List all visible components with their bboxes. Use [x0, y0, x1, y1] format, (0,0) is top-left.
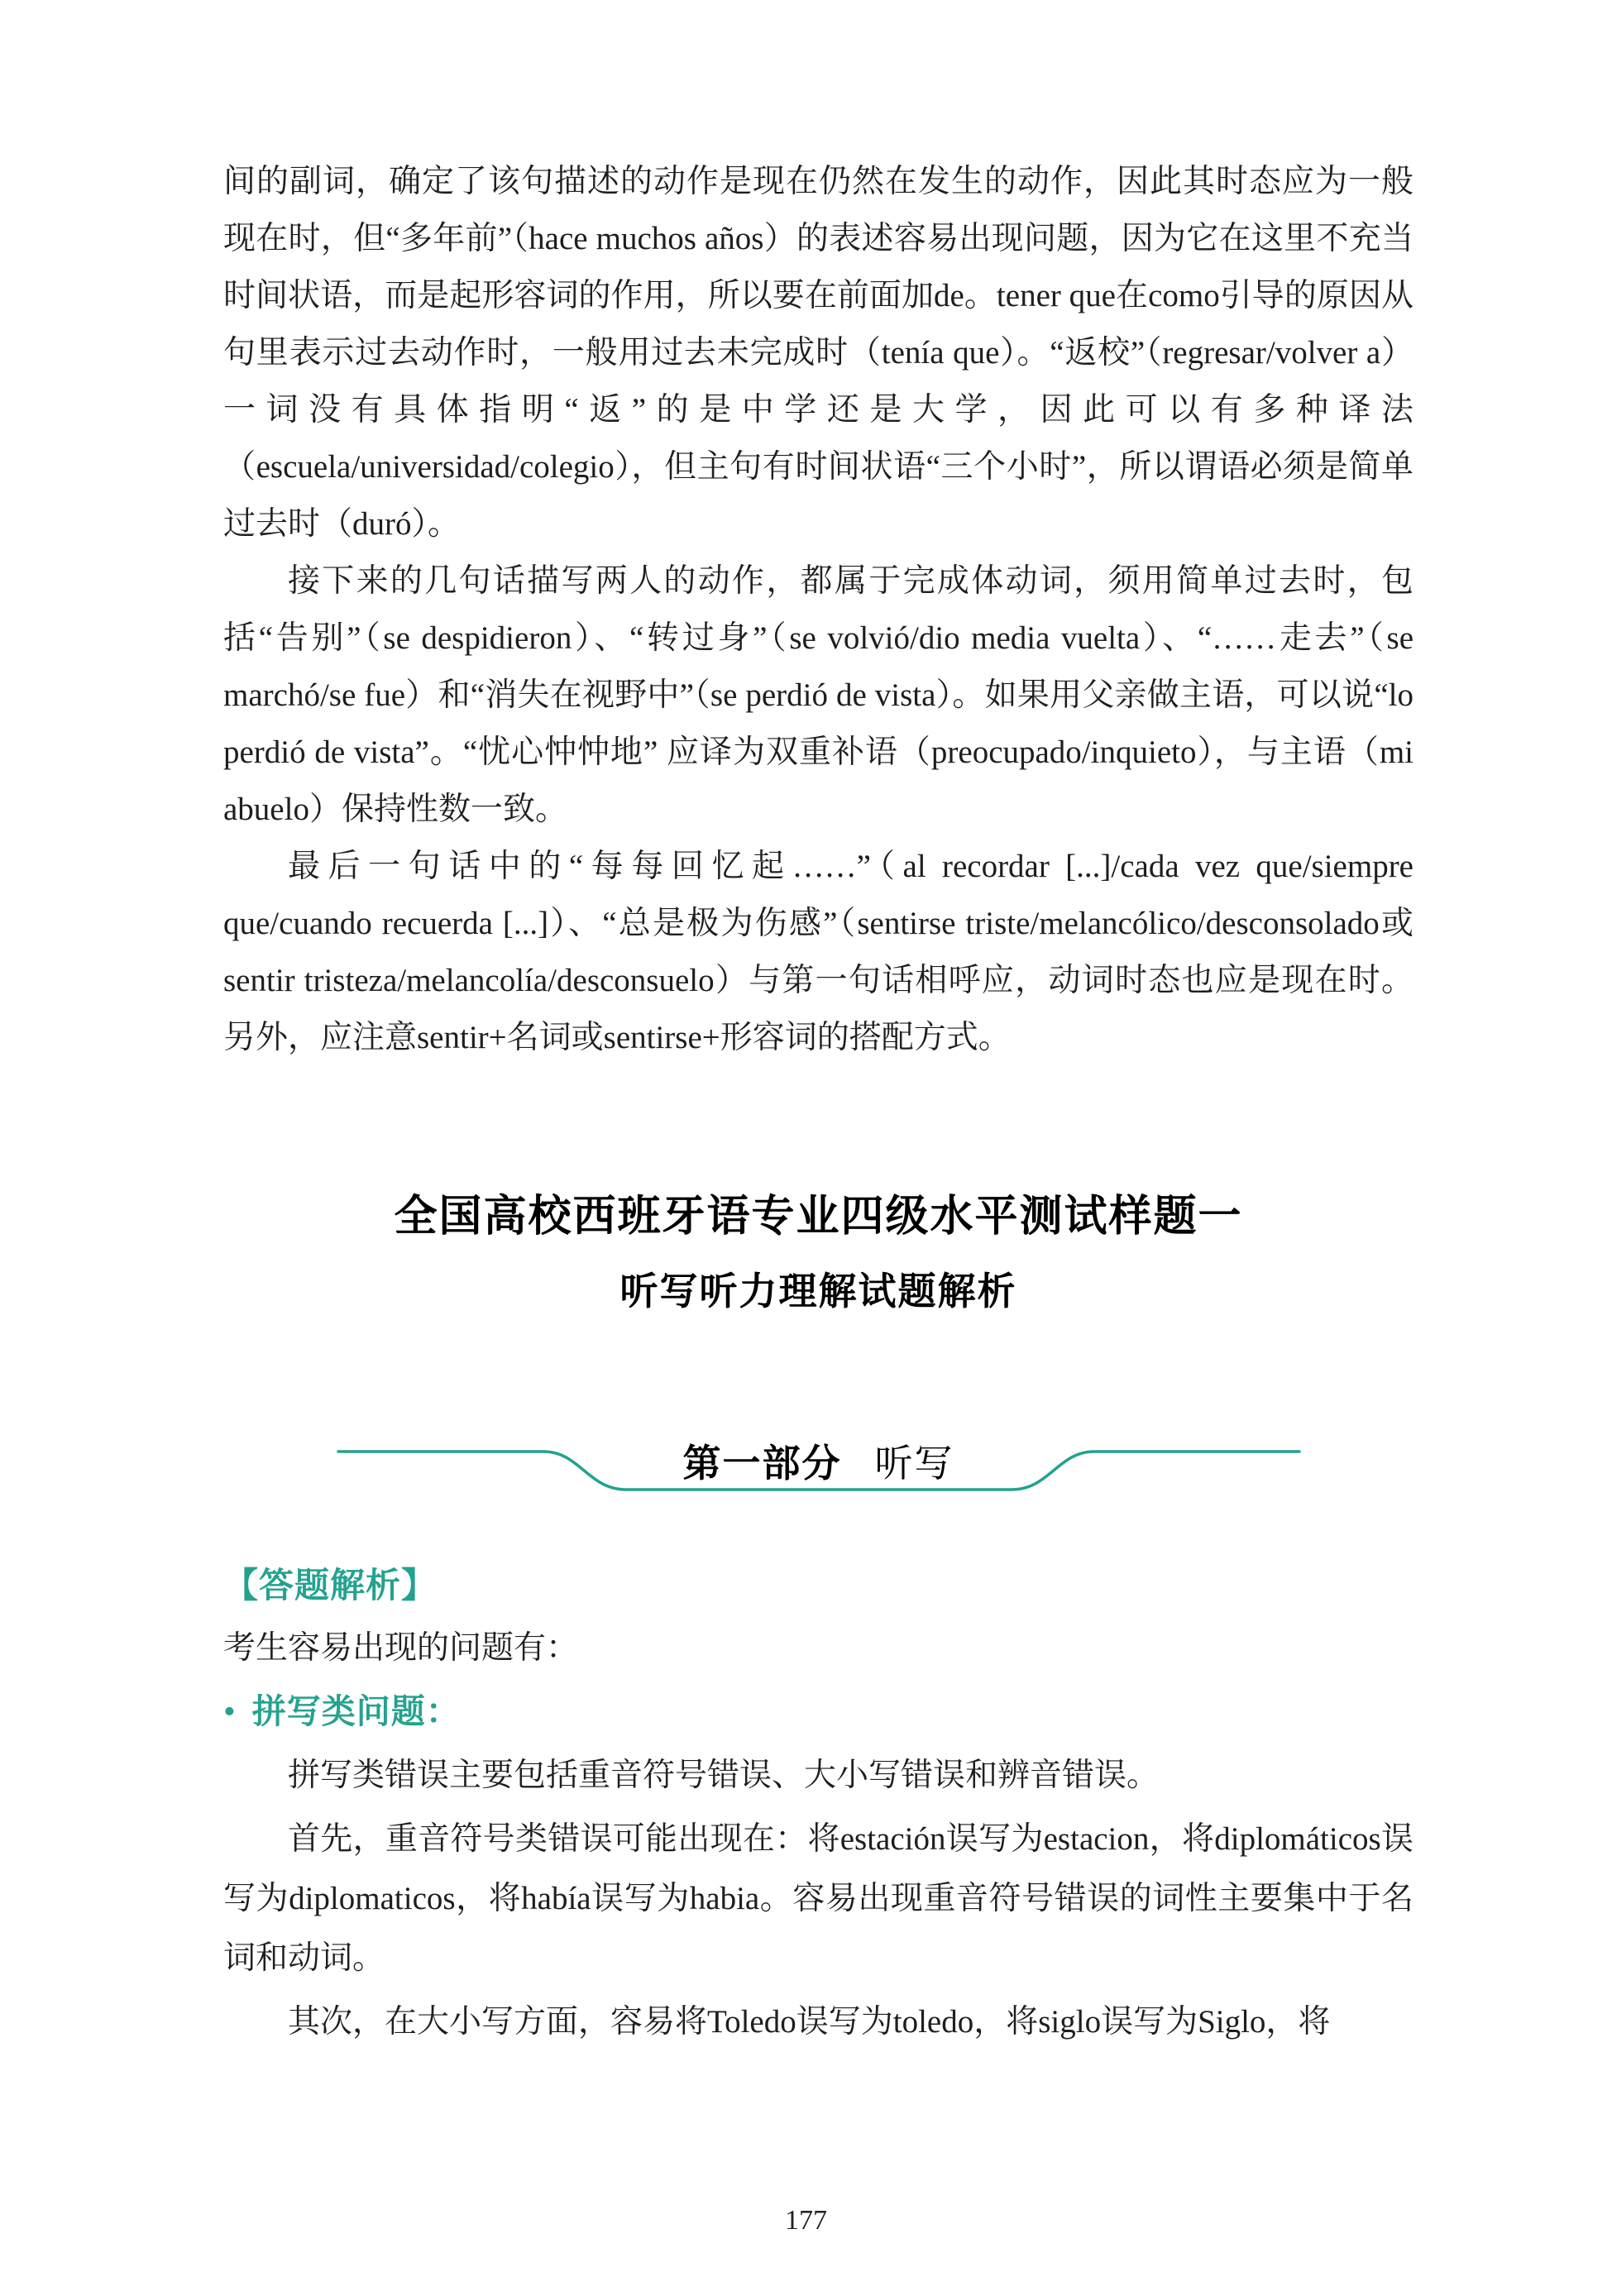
- part-label: 第一部分: [682, 1442, 842, 1485]
- chapter-title-line1: 全国高校西班牙语专业四级水平测试样题一: [394, 1193, 1243, 1241]
- bullet-label: 拼写类问题：: [251, 1692, 461, 1730]
- analysis-lead: 考生容易出现的问题有：: [223, 1630, 579, 1666]
- part-name: 听写: [874, 1442, 954, 1485]
- analysis-paragraph: 拼写类错误主要包括重音符号错误、大小写错误和辨音错误。: [288, 1758, 1160, 1793]
- analysis-paragraph: 首先，重音符号类错误可能出现在：将estación误写为estacion，将diplomáticos误写为diplomaticos，将había误写为habia。容易出现重音符号错误的词性主要集中于名词和动词。: [223, 1821, 1413, 1976]
- intro-text-block: [223, 153, 1413, 1066]
- bullet-icon: •: [223, 1693, 236, 1731]
- part-divider: [335, 1430, 1303, 1509]
- intro-paragraph: 接下来的几句话描写两人的动作，都属于完成体动词，须用简单过去时，包括“告别”（se despidieron）、“转过身”（se volvió/dio media vuelta）、“……走去”（se marchó/se fue）和“消失在视野中”（se perdió de vista）。如果用父亲做主语，可以说“lo perdió de vista”。“忧心忡忡地” 应译为双重补语（preocupado/inquieto），与主语（mi abuelo）保持性数一致。: [223, 563, 1413, 827]
- bullet-item: [223, 1681, 1413, 1742]
- analysis-section-header: 【答题解析】: [223, 1566, 438, 1605]
- intro-paragraph: 最后一句话中的“每每回忆起……”（al recordar [...]/cada vez que/siempre que/cuando recuerda [...]）、“总是极为伤感”（sentirse triste/melancólico/desconsolado或sentir tristeza/melancolía/desconsuelo）与第一句话相呼应，动词时态也应是现在时。另外，应注意sentir+名词或sentirse+形容词的搭配方式。: [223, 849, 1413, 1055]
- part-title: [335, 1430, 1303, 1491]
- analysis-paragraph: 其次，在大小写方面，容易将Toledo误写为toledo，将siglo误写为Siglo，将: [288, 2004, 1331, 2040]
- page-number: 177: [785, 2205, 827, 2236]
- chapter-title-line2: 听写听力理解试题解析: [619, 1270, 1017, 1313]
- intro-paragraph: 间的副词，确定了该句描述的动作是现在仍然在发生的动作，因此其时态应为一般现在时，但“多年前”（hace muchos años）的表述容易出现问题，因为它在这里不充当时间状语，而是起形容词的作用，所以要在前面加de。tener que在como引导的原因从句里表示过去动作时，一般用过去未完成时（tenía que）。“返校”（regresar/volver a）一词没有具体指明“返”的是中学还是大学，因此可以有多种译法（escuela/universidad/colegio），但主句有时间状语“三个小时”，所以谓语必须是简单过去时（duró）。: [223, 164, 1413, 542]
